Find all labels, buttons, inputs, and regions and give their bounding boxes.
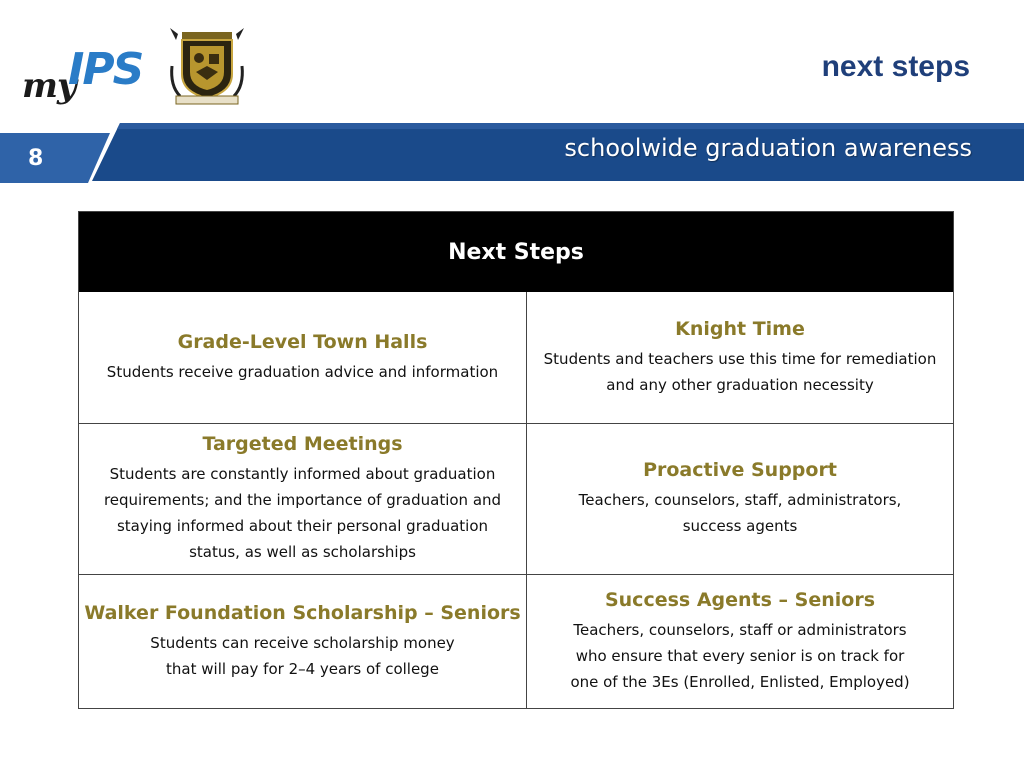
myips-logo (22, 44, 152, 108)
table-cell-success-agents (527, 575, 953, 708)
slide-number: 8 (28, 146, 44, 171)
cell-title: Proactive Support (643, 459, 837, 481)
school-crest-icon (168, 26, 246, 106)
table-cell-town-halls (79, 292, 526, 423)
cell-description: Teachers, counselors, staff or administrators who ensure that every senior is on track for one of the 3Es (Enrolled, Enlisted, Employed) (570, 620, 910, 691)
table-cell-walker-scholarship (79, 575, 526, 708)
cell-title: Knight Time (675, 317, 805, 340)
cell-title: Walker Foundation Scholarship – Seniors (84, 601, 521, 624)
cell-title: Grade-Level Town Halls (177, 330, 428, 353)
section-subtitle: schoolwide graduation awareness (564, 134, 972, 162)
cell-title: Targeted Meetings (202, 433, 403, 455)
cell-description: Students can receive scholarship money that will pay for 2–4 years of college (150, 633, 455, 678)
cell-description: Teachers, counselors, staff, administrators, success agents (578, 491, 902, 535)
page-title: next steps (821, 50, 970, 83)
logo-my-text: my (22, 66, 76, 106)
table-heading: Next Steps (79, 212, 953, 292)
cell-description: Students and teachers use this time for remediation and any other graduation necessity (543, 349, 937, 394)
cell-title: Success Agents – Seniors (604, 588, 876, 611)
logo-ips-text: IPS (68, 44, 143, 95)
table-cell-proactive-support (527, 424, 953, 574)
next-steps-table (78, 211, 954, 709)
cell-description: Students are constantly informed about graduation requirements; and the importance of graduation and staying informed about their personal graduation status, as well as scholarships (103, 465, 502, 561)
cell-description: Students receive graduation advice and information (106, 362, 499, 381)
table-cell-targeted-meetings (79, 424, 526, 574)
table-cell-knight-time (527, 292, 953, 423)
